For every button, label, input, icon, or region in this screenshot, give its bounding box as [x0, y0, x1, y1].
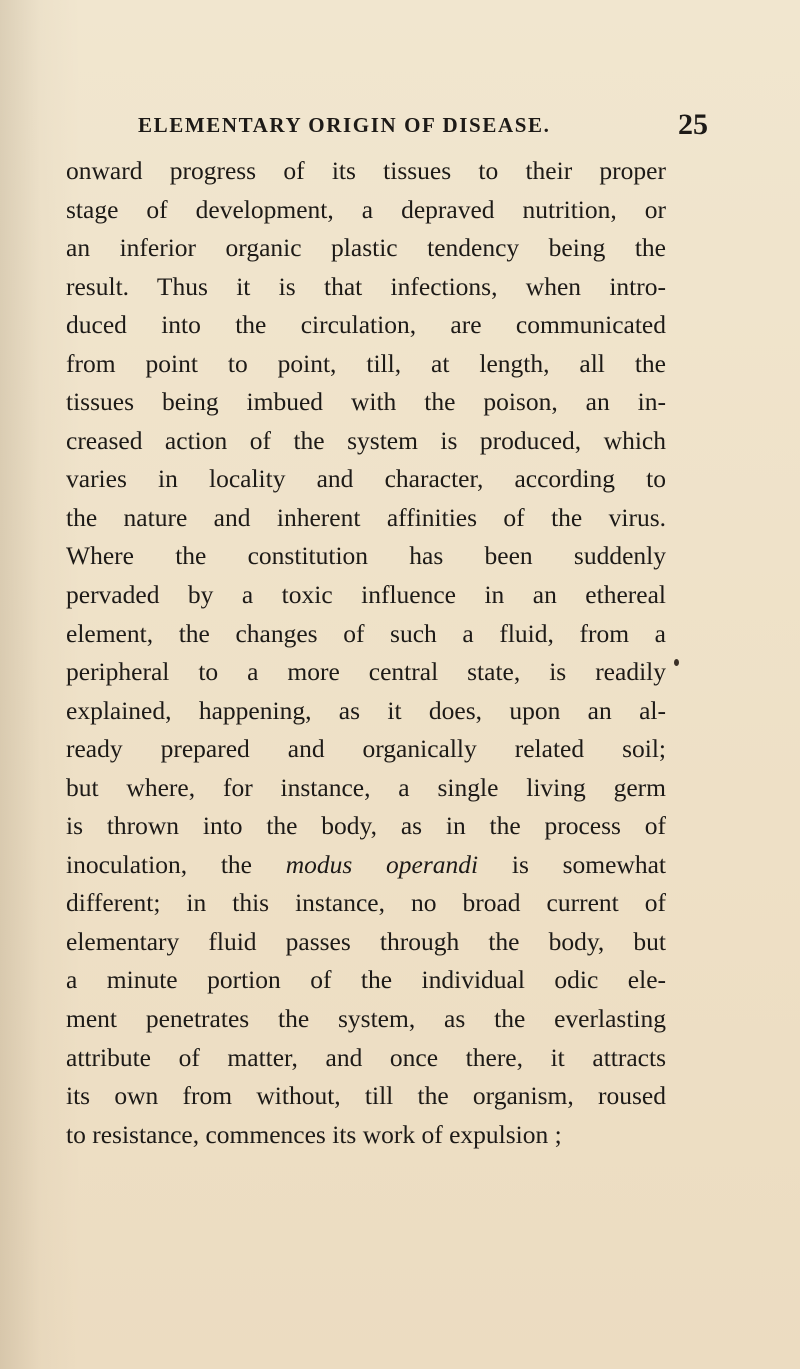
- body-text: [66, 152, 666, 1154]
- text-run: inoculation, the: [66, 849, 286, 879]
- text-line-with-italic: [66, 846, 666, 885]
- text-line: but where, for instance, a single living germ: [66, 772, 666, 802]
- text-line: ment penetrates the system, as the everlasting: [66, 1004, 666, 1034]
- text-line: attribute of matter, and once there, it attracts: [66, 1042, 666, 1072]
- text-line: its own from without, till the organism, roused: [66, 1081, 666, 1111]
- text-line: varies in locality and character, according to: [66, 464, 666, 494]
- text-run: is somewhat: [478, 849, 666, 879]
- italic-phrase: modus operandi: [285, 849, 479, 879]
- text-line: result. Thus it is that infections, when intro-: [66, 271, 666, 301]
- text-line: Where the constitution has been suddenly: [66, 541, 666, 571]
- running-head: [138, 108, 708, 147]
- text-line: element, the changes of such a fluid, from a: [66, 618, 666, 648]
- running-head-title: ELEMENTARY ORIGIN OF DISEASE.: [138, 113, 551, 137]
- text-line: ready prepared and organically related soil;: [66, 734, 666, 764]
- text-line: from point to point, till, at length, all the: [66, 348, 666, 378]
- text-line: is thrown into the body, as in the process of: [66, 811, 666, 841]
- text-line: onward progress of its tissues to their proper: [66, 156, 666, 185]
- text-line: duced into the circulation, are communicated: [66, 310, 666, 340]
- text-line: pervaded by a toxic influence in an ethereal: [66, 580, 666, 610]
- text-line: to resistance, commences its work of expulsion ;: [66, 1119, 562, 1149]
- page-number: 25: [678, 108, 708, 141]
- text-line: an inferior organic plastic tendency being the: [66, 233, 666, 263]
- text-line: tissues being imbued with the poison, an in-: [66, 387, 666, 417]
- ink-speck: [674, 659, 679, 666]
- text-line: explained, happening, as it does, upon an al-: [66, 695, 666, 725]
- text-line: elementary fluid passes through the body, but: [66, 926, 666, 956]
- text-line: a minute portion of the individual odic ele-: [66, 965, 666, 995]
- text-line: creased action of the system is produced, which: [66, 425, 666, 455]
- text-line: peripheral to a more central state, is readily: [66, 657, 666, 687]
- text-line: different; in this instance, no broad current of: [66, 888, 666, 918]
- text-line: the nature and inherent affinities of the virus.: [66, 502, 666, 532]
- text-line: stage of development, a depraved nutrition, or: [66, 194, 666, 224]
